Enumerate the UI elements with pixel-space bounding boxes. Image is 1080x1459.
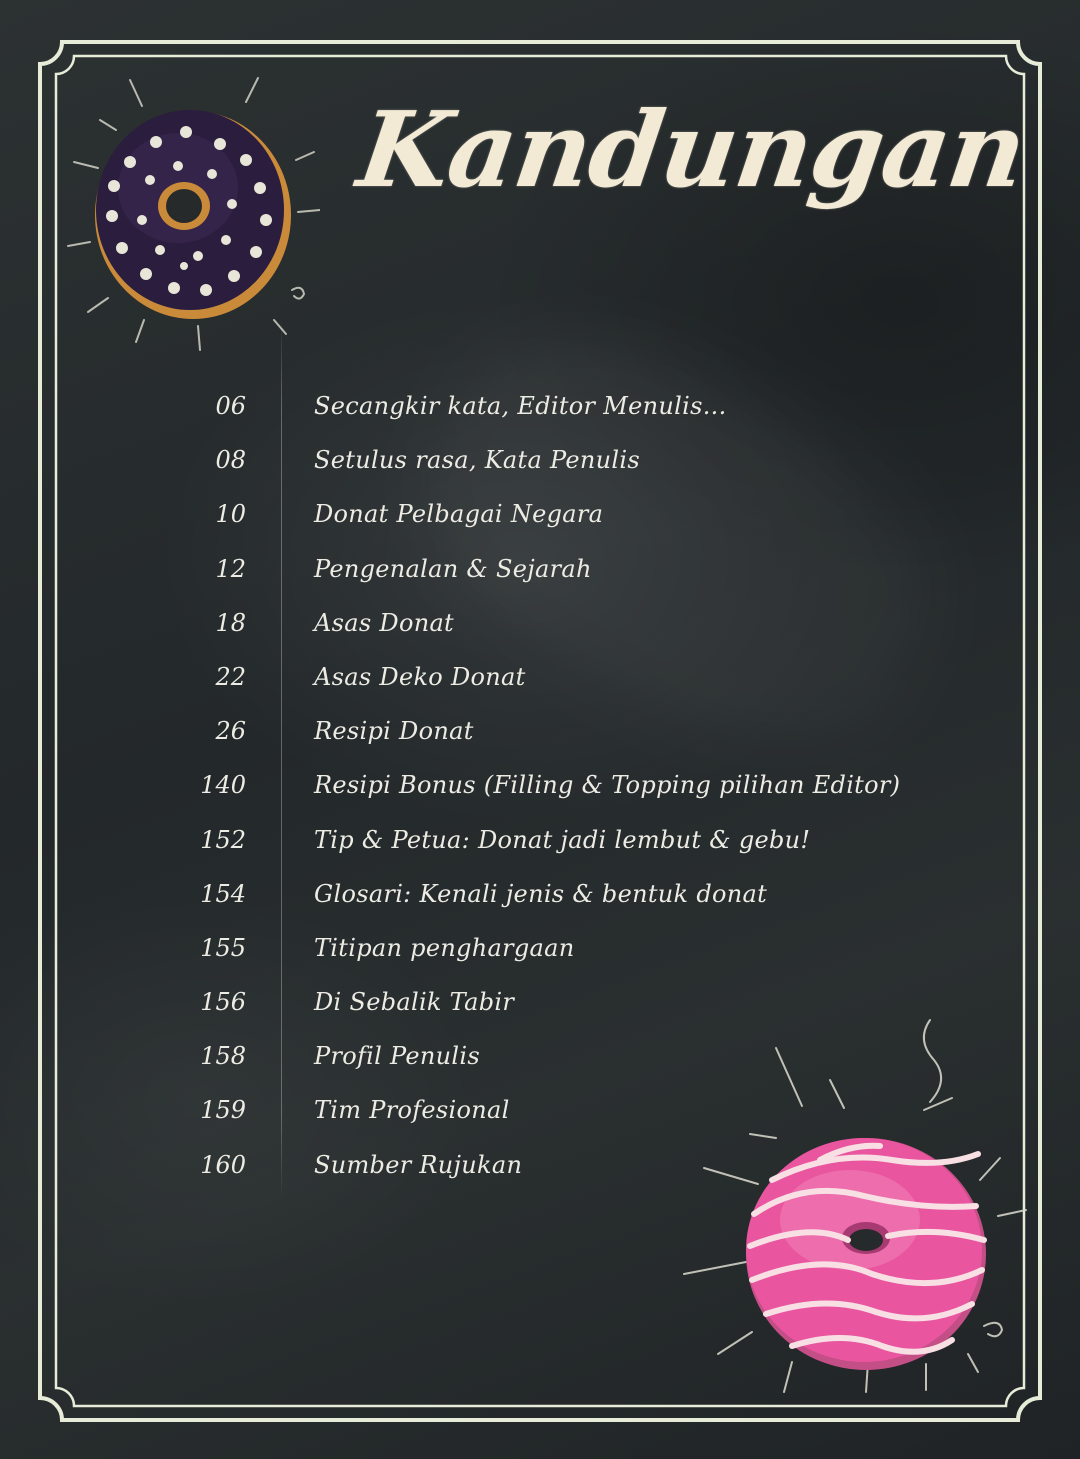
toc-entry[interactable] xyxy=(0,761,1080,815)
toc-entry-title: Asas Donat xyxy=(314,608,455,637)
toc-entry[interactable] xyxy=(0,924,1080,978)
toc-entry-title: Asas Deko Donat xyxy=(314,662,526,691)
toc-page-number: 08 xyxy=(215,446,246,475)
toc-entry[interactable] xyxy=(0,599,1080,653)
toc-page-number: 155 xyxy=(200,933,246,962)
toc-entry[interactable] xyxy=(0,816,1080,870)
toc-page-number: 12 xyxy=(215,554,246,583)
toc-page-number: 10 xyxy=(215,500,246,529)
toc-entry-title: Resipi Bonus (Filling & Topping pilihan Editor) xyxy=(314,771,901,800)
toc-page-number: 156 xyxy=(200,988,246,1017)
toc-entry-title: Sumber Rujukan xyxy=(314,1150,523,1179)
toc-page-number: 158 xyxy=(200,1042,246,1071)
toc-page-number: 152 xyxy=(200,825,246,854)
toc-entry[interactable] xyxy=(0,545,1080,599)
toc-page-number: 160 xyxy=(200,1150,246,1179)
toc-entry[interactable] xyxy=(0,870,1080,924)
toc-page-number: 22 xyxy=(215,662,246,691)
toc-entry-title: Profil Penulis xyxy=(314,1042,480,1071)
toc-entry-title: Resipi Donat xyxy=(314,717,474,746)
toc-page-number: 18 xyxy=(215,608,246,637)
toc-page-number: 26 xyxy=(215,717,246,746)
page-title: Kandungan xyxy=(351,88,1033,211)
toc-entry[interactable] xyxy=(0,653,1080,707)
toc-entry-title: Tim Profesional xyxy=(314,1096,510,1125)
toc-page-number: 154 xyxy=(200,879,246,908)
toc-page-number: 159 xyxy=(200,1096,246,1125)
toc-entry[interactable] xyxy=(0,382,1080,436)
toc-entry-title: Di Sebalik Tabir xyxy=(314,988,515,1017)
toc-entry[interactable] xyxy=(0,436,1080,490)
toc-entry-title: Titipan penghargaan xyxy=(314,933,575,962)
toc-entry-title: Tip & Petua: Donat jadi lembut & gebu! xyxy=(314,825,811,854)
toc-page-number: 140 xyxy=(200,771,246,800)
pink-drizzle-donut-icon xyxy=(680,1010,1040,1400)
toc-entry-title: Donat Pelbagai Negara xyxy=(314,500,604,529)
purple-sprinkle-donut-icon xyxy=(60,70,320,360)
toc-entry[interactable] xyxy=(0,490,1080,544)
toc-page-number: 06 xyxy=(215,392,246,420)
toc-entry-title: Glosari: Kenali jenis & bentuk donat xyxy=(314,879,768,908)
toc-entry-title: Secangkir kata, Editor Menulis... xyxy=(314,392,727,420)
toc-entry-title: Pengenalan & Sejarah xyxy=(314,554,592,583)
toc-entry-title: Setulus rasa, Kata Penulis xyxy=(314,446,640,475)
toc-entry[interactable] xyxy=(0,707,1080,761)
